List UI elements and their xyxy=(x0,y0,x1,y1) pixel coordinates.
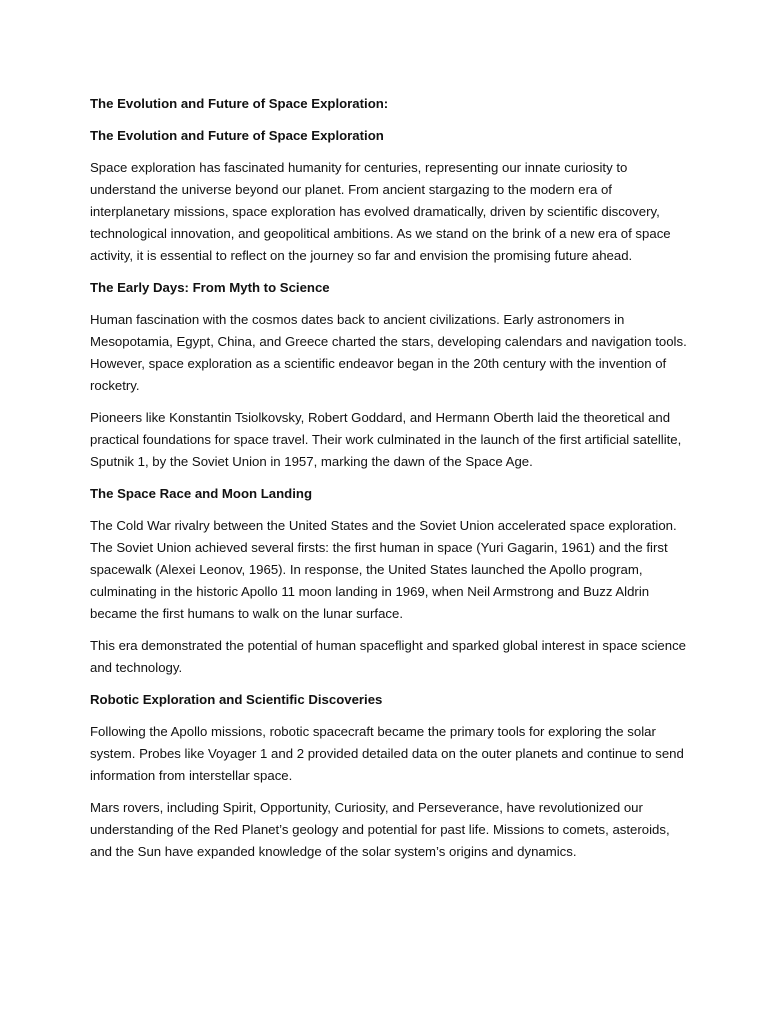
intro-paragraph: Space exploration has fascinated humanity for centuries, representing our innate curiosity to understand the universe beyond our planet. From ancient stargazing to the modern era of interplanetary missions, space exploration has evolved dramatically, driven by scientific discovery, technological innovation, and geopolitical ambitions. As we stand on the brink of a new era of space activity, it is essential to reflect on the journey so far and envision the promising future ahead. xyxy=(90,160,671,263)
section-heading-main: The Evolution and Future of Space Exploration xyxy=(90,128,384,143)
document-page xyxy=(90,93,690,873)
section-heading-robotic-exploration: Robotic Exploration and Scientific Discoveries xyxy=(90,692,383,707)
early-days-paragraph-1: Human fascination with the cosmos dates back to ancient civilizations. Early astronomers in Mesopotamia, Egypt, China, and Greece charted the stars, developing calendars and navigation tools. However, space exploration as a scientific endeavor began in the 20th century with the invention of rocketry. xyxy=(90,312,687,393)
space-race-paragraph-1: The Cold War rivalry between the United States and the Soviet Union accelerated space exploration. The Soviet Union achieved several firsts: the first human in space (Yuri Gagarin, 1961) and the first spacewalk (Alexei Leonov, 1965). In response, the United States launched the Apollo program, culminating in the historic Apollo 11 moon landing in 1969, when Neil Armstrong and Buzz Aldrin became the first humans to walk on the lunar surface. xyxy=(90,518,677,621)
early-days-paragraph-2: Pioneers like Konstantin Tsiolkovsky, Robert Goddard, and Hermann Oberth laid the theoretical and practical foundations for space travel. Their work culminated in the launch of the first artificial satellite, Sputnik 1, by the Soviet Union in 1957, marking the dawn of the Space Age. xyxy=(90,410,682,469)
document-title: The Evolution and Future of Space Exploration: xyxy=(90,96,389,111)
robotic-exploration-paragraph-2: Mars rovers, including Spirit, Opportunity, Curiosity, and Perseverance, have revolutionized our understanding of the Red Planet’s geology and potential for past life. Missions to comets, asteroids, and the Sun have expanded knowledge of the solar system’s origins and dynamics. xyxy=(90,800,670,859)
section-heading-early-days: The Early Days: From Myth to Science xyxy=(90,280,330,295)
section-heading-space-race: The Space Race and Moon Landing xyxy=(90,486,313,501)
space-race-paragraph-2: This era demonstrated the potential of human spaceflight and sparked global interest in space science and technology. xyxy=(90,638,686,675)
robotic-exploration-paragraph-1: Following the Apollo missions, robotic spacecraft became the primary tools for exploring the solar system. Probes like Voyager 1 and 2 provided detailed data on the outer planets and continue to send information from interstellar space. xyxy=(90,724,684,783)
